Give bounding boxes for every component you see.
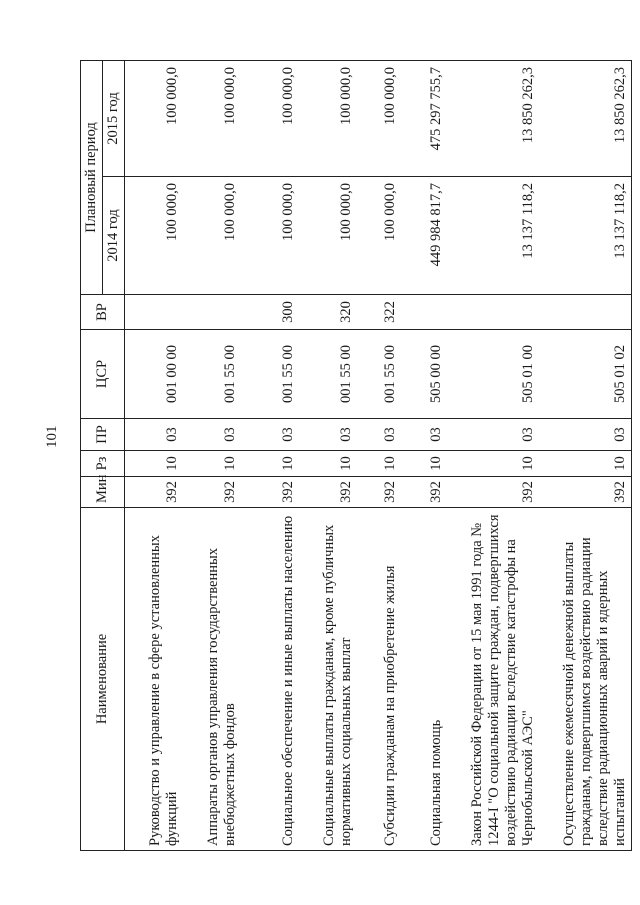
header-vr: ВР: [81, 295, 125, 330]
row-2015: 100 000,0: [299, 60, 357, 176]
row-2014: 100 000,0: [183, 177, 241, 295]
row-csr: 505 00 00: [401, 330, 447, 419]
page-number: 101: [44, 425, 60, 448]
row-vr: [539, 295, 632, 330]
budget-table-sheet: [80, 61, 628, 851]
table-row: [357, 60, 401, 850]
row-rz: 10: [357, 451, 401, 477]
row-2014: 13 137 118,2: [539, 177, 632, 295]
row-min: 392: [357, 477, 401, 508]
row-name: Социальные выплаты гражданам, кроме публичных нормативных социальных выплат: [299, 508, 357, 851]
row-csr: 001 00 00: [125, 330, 184, 419]
row-vr: 320: [299, 295, 357, 330]
row-rz: 10: [125, 451, 184, 477]
row-csr: 001 55 00: [299, 330, 357, 419]
row-2014: 100 000,0: [241, 177, 299, 295]
row-2014: 13 137 118,2: [447, 177, 539, 295]
table-row: [299, 60, 357, 850]
header-year-2014: 2014 год: [103, 177, 125, 295]
header-pr: ПР: [81, 419, 125, 451]
row-rz: 10: [539, 451, 632, 477]
row-2014: 100 000,0: [299, 177, 357, 295]
row-2014: 449 984 817,7: [401, 177, 447, 295]
row-vr: [401, 295, 447, 330]
table-row: [241, 60, 299, 850]
row-csr: 505 01 00: [447, 330, 539, 419]
row-2015: 475 297 755,7: [401, 60, 447, 176]
row-pr: 03: [447, 419, 539, 451]
table-row: [447, 60, 539, 850]
row-csr: 001 55 00: [241, 330, 299, 419]
row-min: 392: [183, 477, 241, 508]
header-min: Мин: [81, 477, 125, 508]
row-pr: 03: [299, 419, 357, 451]
row-2015: 100 000,0: [241, 60, 299, 176]
row-name: Субсидии гражданам на приобретение жилья: [357, 508, 401, 851]
table-row: [125, 60, 184, 850]
row-rz: 10: [183, 451, 241, 477]
row-pr: 03: [125, 419, 184, 451]
row-pr: 03: [539, 419, 632, 451]
row-pr: 03: [401, 419, 447, 451]
row-min: 392: [539, 477, 632, 508]
row-name: Закон Российской Федерации от 15 мая 1991 года № 1244-I "О социальной защите граждан, подвергшихся воздействию радиации вследствие катастрофы на Чернобыльской АЭС": [447, 508, 539, 851]
header-name: Наименование: [81, 508, 125, 851]
header-planned-period: Плановый период: [81, 60, 103, 294]
table-row: [401, 60, 447, 850]
row-rz: 10: [299, 451, 357, 477]
row-2014: 100 000,0: [125, 177, 184, 295]
row-vr: [183, 295, 241, 330]
row-min: 392: [125, 477, 184, 508]
row-name: Аппараты органов управления государственных внебюджетных фондов: [183, 508, 241, 851]
row-csr: 001 55 00: [183, 330, 241, 419]
row-2015: 13 850 262,3: [447, 60, 539, 176]
row-vr: [125, 295, 184, 330]
row-name: Социальное обеспечение и иные выплаты населению: [241, 508, 299, 851]
row-rz: 10: [447, 451, 539, 477]
row-csr: 001 55 00: [357, 330, 401, 419]
row-rz: 10: [401, 451, 447, 477]
row-2015: 100 000,0: [125, 60, 184, 176]
row-name: Социальная помощь: [401, 508, 447, 851]
row-2015: 13 850 262,3: [539, 60, 632, 176]
row-name: Осуществление ежемесячной денежной выплаты гражданам, подвергшимся воздействию радиации вследствие радиационных аварий и ядерных испытаний: [539, 508, 632, 851]
row-2015: 100 000,0: [183, 60, 241, 176]
row-min: 392: [299, 477, 357, 508]
budget-table: [80, 60, 632, 851]
table-row: [183, 60, 241, 850]
header-year-2015: 2015 год: [103, 60, 125, 176]
row-vr: 322: [357, 295, 401, 330]
row-2014: 100 000,0: [357, 177, 401, 295]
row-pr: 03: [241, 419, 299, 451]
row-rz: 10: [241, 451, 299, 477]
row-2015: 100 000,0: [357, 60, 401, 176]
row-pr: 03: [183, 419, 241, 451]
header-rz: Рз: [81, 451, 125, 477]
row-min: 392: [401, 477, 447, 508]
row-name: Руководство и управление в сфере установленных функций: [125, 508, 184, 851]
header-csr: ЦСР: [81, 330, 125, 419]
row-pr: 03: [357, 419, 401, 451]
row-vr: [447, 295, 539, 330]
row-vr: 300: [241, 295, 299, 330]
row-csr: 505 01 02: [539, 330, 632, 419]
table-row: [539, 60, 632, 850]
row-min: 392: [241, 477, 299, 508]
row-min: 392: [447, 477, 539, 508]
